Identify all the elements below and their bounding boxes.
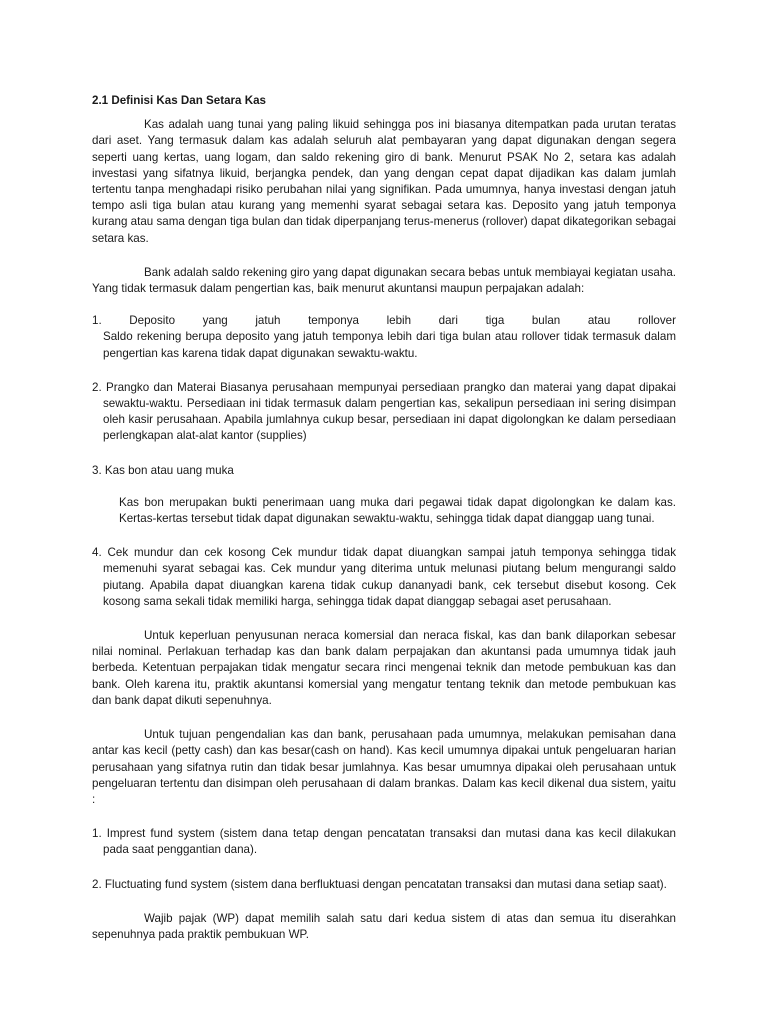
list-item-fluctuating <box>92 877 676 893</box>
list-number: 1. <box>92 827 102 841</box>
list-number: 4. <box>92 546 102 560</box>
list-item-cek <box>92 545 676 610</box>
paragraph-control: Untuk tujuan pengendalian kas dan bank, perusahaan pada umumnya, melakukan pemisahan dana antar kas kecil (petty cash) dan kas besar(cash on hand). Kas kecil umumnya dipakai untuk pengeluaran harian perusahaan yang sifatnya rutin dan tidak besar jumlahnya. Kas besar umumnya dipakai oleh perusahaan untuk pengeluaran tertentu dan disimpan oleh perusahaan di dalam brankas. Dalam kas kecil dikenal dua sistem, yaitu : <box>92 728 676 806</box>
list-item-body: Imprest fund system (sistem dana tetap dengan pencatatan transaksi dan mutasi dana kas kecil dilakukan pada saat penggantian dana). <box>103 827 677 857</box>
paragraph-cash-definition: Kas adalah uang tunai yang paling likuid sehingga pos ini biasanya ditempatkan pada urutan teratas dari aset. Yang termasuk dalam kas adalah seluruh alat pembayaran yang dapat digunakan dengan segera seperti uang kertas, uang logam, dan saldo rekening giro di bank. Menurut PSAK No 2, setara kas adalah investasi yang sifatnya likuid, berjangka pendek, dan yang dengan cepat dapat dijadikan kas dalam jumlah tertentu tanpa menghadapi risiko perubahan nilai yang signifikan. Pada umumnya, hanya investasi dengan jatuh tempo asli tiga bulan atau kurang yang memenhi syarat sebagai setara kas. Deposito yang jatuh temponya kurang atau sama dengan tiga bulan dan tidak diperpanjang terus-menerus (rollover) dapat dikategorikan sebagai setara kas. <box>92 118 676 245</box>
list-item-prangko <box>92 380 676 445</box>
list-item-kas-bon <box>92 463 676 479</box>
list-item-body: Prangko dan Materai Biasanya perusahaan mempunyai persediaan prangko dan materai yang dapat dipakai sewaktu-waktu. Persediaan ini tidak termasuk dalam pengertian kas, sekalipun persediaan ini sering disimpan oleh kasir perusahaan. Apabila jumlahnya cukup besar, persediaan ini dapat digolongkan ke dalam persediaan perlengkapan alat-alat kantor (supplies) <box>103 380 676 443</box>
list-item-title: Kas bon atau uang muka <box>104 463 234 477</box>
list-number: 2. <box>92 380 102 394</box>
list-item-imprest <box>92 826 676 858</box>
paragraph-reporting: Untuk keperluan penyusunan neraca komersial dan neraca fiskal, kas dan bank dilaporkan sebesar nilai nominal. Perlakuan terhadap kas dan bank dalam perpajakan dan akuntansi pada umumnya tidak jauh berbeda. Ketentuan perpajakan tidak mengatur secara rinci mengenai teknik dan metode pembukuan kas dan bank. Oleh karena itu, praktik akuntansi komersial yang mengatur tentang teknik dan metode pembukuan kas dan bank dapat dikuti sepenuhnya. <box>92 629 676 707</box>
paragraph-conclusion: Wajib pajak (WP) dapat memilih salah satu dari kedua sistem di atas dan semua itu diserahkan sepenuhnya pada praktik pembukuan WP. <box>92 911 676 941</box>
list-item-first-line <box>92 313 676 329</box>
list-number: 1. <box>92 314 102 328</box>
list-item-deposito <box>92 313 676 362</box>
list-item-body: Saldo rekening berupa deposito yang jatuh temponya lebih dari tiga bulan atau rollover tidak termasuk dalam pengertian kas karena tidak dapat digunakan sewaktu-waktu. <box>103 330 676 360</box>
list-number: 3. <box>92 463 102 477</box>
document-page <box>92 93 676 943</box>
list-item-kas-bon-detail: Kas bon merupakan bukti penerimaan uang muka dari pegawai tidak dapat digolongkan ke dalam kas. Kertas-kertas tersebut tidak dapat digunakan sewaktu-waktu, sehingga tidak dapat dianggap uang tunai. <box>119 495 676 526</box>
list-item-title: Deposito yang jatuh temponya lebih dari tiga bulan atau rollover <box>129 314 676 328</box>
paragraph-bank-definition: Bank adalah saldo rekening giro yang dapat digunakan secara bebas untuk membiayai kegiatan usaha. Yang tidak termasuk dalam pengertian kas, baik menurut akuntansi maupun perpajakan adalah: <box>92 265 676 296</box>
list-item-body: Fluctuating fund system (sistem dana berfluktuasi dengan pencatatan transaksi dan mutasi dana setiap saat). <box>104 877 667 891</box>
list-number: 2. <box>92 877 102 891</box>
section-heading: 2.1 Definisi Kas Dan Setara Kas <box>92 94 266 107</box>
list-item-body: Cek mundur dan cek kosong Cek mundur tidak dapat diuangkan sampai jatuh temponya sehingga tidak memenuhi syarat sebagai kas. Cek mundur yang diterima untuk melunasi piutang belum mengurangi saldo piutang. Apabila dapat diuangkan karena tidak cukup dananyadi bank, cek tersebut disebut kosong. Cek kosong sama sekali tidak memiliki harga, sehingga tidak dapat dianggap sebagai aset perusahaan. <box>103 546 676 608</box>
